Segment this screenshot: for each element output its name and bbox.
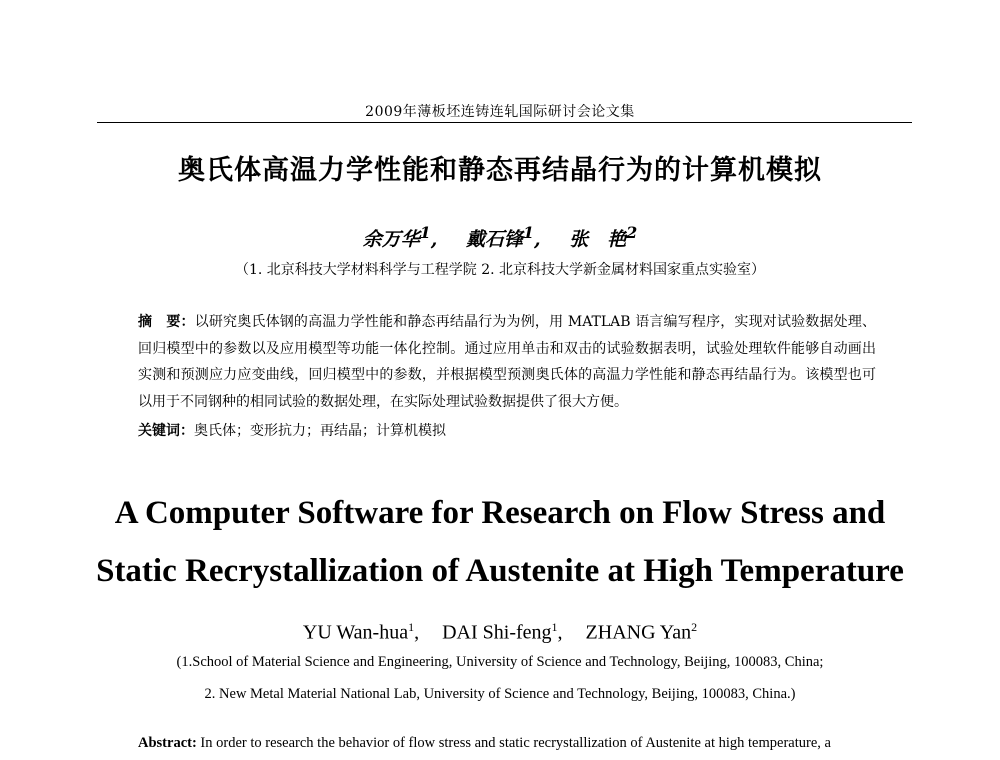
chinese-keywords xyxy=(138,420,446,440)
author-affil-mark: 2 xyxy=(626,223,638,242)
chinese-abstract xyxy=(138,309,876,415)
chinese-authors: 余万华$^1$, 戴石锋$^1$, 张 艳$^2$ xyxy=(362,223,638,251)
english-abstract xyxy=(138,735,898,752)
author-name: 余万华 xyxy=(362,228,420,251)
english-authors: YU Wan-hua$^1$, DAI Shi-feng$^1$, ZHANG Yan$^2$ xyxy=(302,620,698,644)
author-affil-mark: 1 xyxy=(419,223,431,242)
abstract-label: 摘 要： xyxy=(138,314,195,330)
author-name: DAI Shi-feng xyxy=(442,621,552,644)
abstract-text: 以研究奥氏体钢的高温力学性能和静态再结晶行为为例，用 MATLAB 语言编写程序，实现对试验数据处理、回归模型中的参数以及应用模型等功能一体化控制。通过应用单击和双击的试验数据表明，试验处理软件能够自动画出实测和预测应力应变曲线，回归模型中的参数，并根据模型预测奥氏体的高温力学性能和静态再结晶行为。该模型也可以用于不同钢种的相同试验的数据处理，在实际处理试验数据提供了很大方便。 xyxy=(138,314,876,410)
english-affiliation-line: (1.School of Material Science and Engineering, University of Science and Technology, Beijing, 100083, China; xyxy=(176,654,824,670)
abstract-text: In order to research the behavior of flow stress and static recrystallization of Austenite at high temperature, a xyxy=(200,735,831,751)
keywords-text: 奥氏体；变形抗力；再结晶；计算机模拟 xyxy=(194,423,446,439)
chinese-title: 奥氏体高温力学性能和静态再结晶行为的计算机模拟 xyxy=(178,155,822,186)
author-name: 戴石锋 xyxy=(465,228,523,251)
english-title xyxy=(0,484,1000,600)
author-affil-mark: 1 xyxy=(551,620,558,634)
chinese-affiliation: （1. 北京科技大学材料科学与工程学院 2. 北京科技大学新金属材料国家重点实验室） xyxy=(234,262,766,278)
author-name: YU Wan-hua xyxy=(302,621,409,644)
author-name: ZHANG Yan xyxy=(585,621,692,644)
header-rule xyxy=(97,122,912,123)
abstract-label: Abstract: xyxy=(138,735,197,751)
author-affil-mark: 2 xyxy=(691,620,698,634)
english-title-line: Static Recrystallization of Austenite at High Temperature xyxy=(96,553,904,589)
author-affil-mark: 1 xyxy=(523,223,535,242)
running-header: 2009年薄板坯连铸连轧国际研讨会论文集 xyxy=(365,104,635,120)
author-name: 张 艳 xyxy=(569,228,627,251)
english-affiliation-line: 2. New Metal Material National Lab, University of Science and Technology, Beijing, 100083, China.) xyxy=(204,686,796,702)
english-title-line: A Computer Software for Research on Flow Stress and xyxy=(114,495,886,531)
author-affil-mark: 1 xyxy=(408,620,415,634)
keywords-label: 关键词： xyxy=(138,423,194,439)
